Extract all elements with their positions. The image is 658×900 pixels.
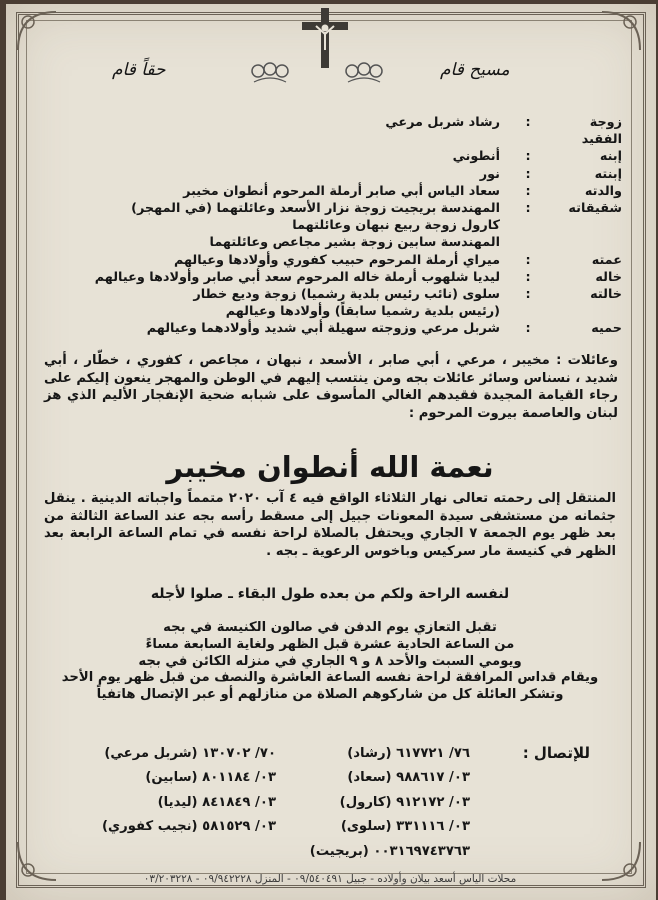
colon-separator: : [525,166,531,182]
relative-name: ليديا شلهوب أرملة خاله المرحوم سعد أبي صابر وأولادها وعيالهم [94,269,500,285]
colon-separator: : [525,287,531,303]
relative-names [40,320,500,337]
announcement-paragraph: المنتقل إلى رحمته تعالى نهار الثلاثاء الواقع فيه ٤ آب ٢٠٢٠ متمماً واجباته الدينية . ينقل جثمانه من مستشفى سيدة المعونات جبيل إلى مسقط رأسه بجه عند الساعة الثالثة من بعد ظهر يوم الجمعة ٧ الجاري ويحتفل بالصلاة لراحة نفسه في تمام الساعة الرابعة بعد الظهر في كنيسة مار سركيس وباخوس الرعوية ـ بجه . [44,491,616,559]
relative-names [40,200,500,252]
relation-label: إبنه [599,149,622,165]
contact-phone[interactable]: ٠٣/ ٨٠١١٨٤ (سابين) [145,770,276,786]
condolence-line: تقبل التعازي يوم الدفن في صالون الكنيسة في بجه [163,620,497,635]
relative-names [40,166,500,183]
contacts-right-column [274,742,470,864]
relation-label: خاله [595,269,622,285]
colon-separator: : [525,252,531,268]
relative-name: رشاد شربل مرعي [385,115,500,130]
relation-label: زوجة الفقيد [581,115,622,148]
relative-names [40,114,500,148]
relative-row [40,286,622,320]
relative-row [40,269,622,286]
relative-names [40,286,500,320]
relation-label: خالته [590,287,622,303]
condolence-block [44,620,616,704]
colon-separator: : [525,149,531,165]
relative-names [40,252,500,269]
contact-phone[interactable]: ٠٠٣١٦٩٧٤٣٧٦٣ (بريجيت) [309,843,470,859]
relation-label: شقيقاته [568,201,622,217]
relative-name: شربل مرعي وزوجته سهيلة أبي شديد وأولادهما وعيالهم [146,321,500,337]
header-phrase-left: حقاً قام [112,60,166,80]
condolence-line: ويومي السبت والأحد ٨ و ٩ الجاري في منزله الكائن في بجه [138,653,522,669]
relative-names [40,183,500,200]
relative-row [40,200,622,252]
relative-name: كارول زوجة ربيع نبهان وعائلتهما [292,218,500,234]
corner-ornament-icon [14,838,60,884]
relative-row [40,183,622,200]
colon-separator: : [525,269,531,285]
relation-label: إبنته [594,166,622,182]
contact-phone[interactable]: ٧٦/ ٦١٧٧٢١ (رشاد) [347,746,470,761]
corner-ornament-icon [598,838,644,884]
condolence-line: ويقام قداس المرافقة لراحة نفسه الساعة العاشرة والنصف من قبل ظهر يوم الأحد [61,670,599,686]
condolence-line: وتشكر العائلة كل من شاركوهم الصلاة من منازلهم أو عبر الإتصال هاتفياً [96,687,564,703]
relative-name: المهندسة سابين زوجة بشير مجاعص وعائلتهما [209,235,500,251]
footer-funeral-home: محلات الياس أسعد بيلان وأولاده - جبيل ٠٩/٥٤٠٤٩١ - المنزل ٠٩/٩٤٢٢٢٨ - ٠٣/٢٠٣٢٢٨ [143,873,517,885]
cross-icon [296,6,354,70]
contact-title: للإتصال : [522,744,590,762]
contact-phone[interactable]: ٠٣/ ٩١٢١٧٢ (كارول) [339,794,470,810]
colon-separator: : [525,201,531,217]
families-paragraph: وعائلات : مخيبر ، مرعي ، أبي صابر ، الأسعد ، نبهان ، مجاعص ، كفوري ، خطّار ، أبي شديد ، نسناس وسائر عائلات بجه ومن ينتسب إليهم في الوطن والمهجر ينعون إليكم على رجاء القيامة المجيدة فقيدهم الغالي المأسوف على شبابه ضحية الإنفجار الأليم الذي هز لبنان والعاصمة بيروت المرحوم : [44,353,618,421]
relatives-list [40,114,622,338]
colon-separator: : [525,115,531,130]
colon-separator: : [525,183,531,199]
relative-row [40,148,622,165]
relative-name: نور [479,166,500,182]
relative-names [40,148,500,165]
flower-icon [344,62,384,84]
contact-phone[interactable]: ٧٠/ ١٣٠٧٠٢ (شربل مرعي) [104,746,276,761]
relative-name: المهندسة بريجيت زوجة نزار الأسعد وعائلتهما (في المهجر) [131,201,500,217]
relation-label: والدته [584,183,622,199]
corner-ornament-icon [14,8,60,54]
relative-name: سلوى (نائب رئيس بلدية رشميا) زوجة وديع خطار [193,287,500,303]
relative-name: ميراي أرملة المرحوم حبيب كفوري وأولادها وعيالهم [173,252,500,268]
relative-name: (رئيس بلدية رشميا سابقاً) وأولادها وعيالهم [225,304,500,320]
relative-names [40,269,500,286]
contact-phone[interactable]: ٠٣/ ٥٨١٥٢٩ (نجيب كفوري) [102,819,276,835]
header-phrase-right: مسيح قام [440,60,510,80]
condolence-line: من الساعة الحادية عشرة قبل الظهر ولغاية السابعة مساءً [145,636,515,652]
contact-phone[interactable]: ٠٣/ ٨٤١٨٤٩ (ليديا) [157,794,276,810]
relation-label: عمته [591,252,622,268]
relative-name: أنطوني [452,149,500,165]
prayer-line: لنفسه الراحة ولكم من بعده طول البقاء ـ صلوا لأجله [150,586,510,602]
relative-row [40,114,622,148]
contacts-left-column [66,742,276,840]
colon-separator: : [525,321,531,337]
contact-phone[interactable]: ٠٣/ ٩٨٨٦١٧ (سعاد) [347,770,470,786]
relative-name: سعاد الياس أبي صابر أرملة المرحوم أنطوان مخيبر [183,183,500,199]
contact-phone[interactable]: ٠٣/ ٣٣١١١٦ (سلوى) [340,819,470,835]
corner-ornament-icon [598,8,644,54]
relative-row [40,320,622,337]
flower-icon [250,62,290,84]
relative-row [40,252,622,269]
relative-row [40,166,622,183]
deceased-name: نعمة الله أنطوان مخيبر [166,450,494,484]
relation-label: حميه [591,321,622,337]
